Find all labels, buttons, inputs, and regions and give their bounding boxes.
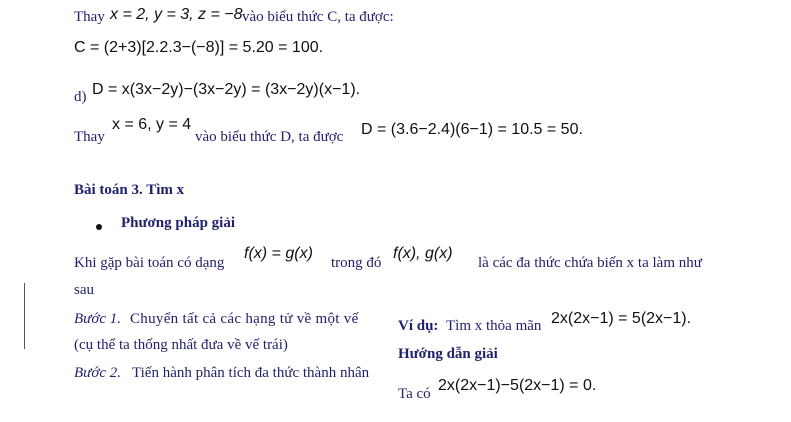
line4-prefix: Thay	[74, 129, 105, 145]
para-text2: trong đó	[331, 255, 382, 271]
line1-prefix: Thay	[74, 9, 105, 25]
line4-values: x = 6, y = 4	[112, 116, 192, 133]
para-text3: là các đa thức chứa biến x ta làm như	[478, 255, 702, 271]
line1-suffix: vào biểu thức C, ta được:	[242, 9, 394, 25]
method-title: Phương pháp giải	[121, 215, 236, 231]
example-text: Tìm x thỏa mãn	[446, 318, 542, 334]
guide-heading: Hướng dẫn giải	[398, 346, 498, 362]
line4-middle: vào biểu thức D, ta được	[195, 129, 344, 145]
example-step-equation: 2x(2x−1)−5(2x−1) = 0.	[438, 377, 597, 394]
column-divider	[24, 283, 25, 349]
step1-continuation: (cụ thể ta thống nhất đưa về vế trái)	[74, 337, 288, 353]
formula-d: D = x(3x−2y)−(3x−2y) = (3x−2y)(x−1).	[92, 81, 361, 98]
step1-text: Chuyển tất cả các hạng tử về một vế	[130, 311, 359, 327]
para-text1: Khi gặp bài toán có dạng	[74, 255, 225, 271]
para-text4: sau	[74, 282, 94, 298]
section-title: Bài toán 3. Tìm x	[74, 182, 185, 198]
ta-co-label: Ta có	[398, 386, 431, 402]
para-math2: f(x), g(x)	[393, 245, 453, 262]
formula-c: C = (2+3)[2.2.3−(−8)] = 5.20 = 100.	[74, 39, 324, 56]
para-math1: f(x) = g(x)	[244, 245, 313, 262]
item-d-label: d)	[74, 89, 87, 105]
step1-label: Bước 1.	[74, 311, 122, 327]
example-label: Ví dụ:	[398, 318, 439, 334]
line1-math: x = 2, y = 3, z = −8	[110, 6, 243, 23]
step2-label: Bước 2.	[74, 365, 122, 381]
formula-d-value: D = (3.6−2.4)(6−1) = 10.5 = 50.	[361, 121, 583, 138]
bullet-icon	[96, 224, 102, 230]
example-equation: 2x(2x−1) = 5(2x−1).	[551, 310, 692, 327]
step2-text: Tiến hành phân tích đa thức thành nhân	[132, 365, 370, 381]
